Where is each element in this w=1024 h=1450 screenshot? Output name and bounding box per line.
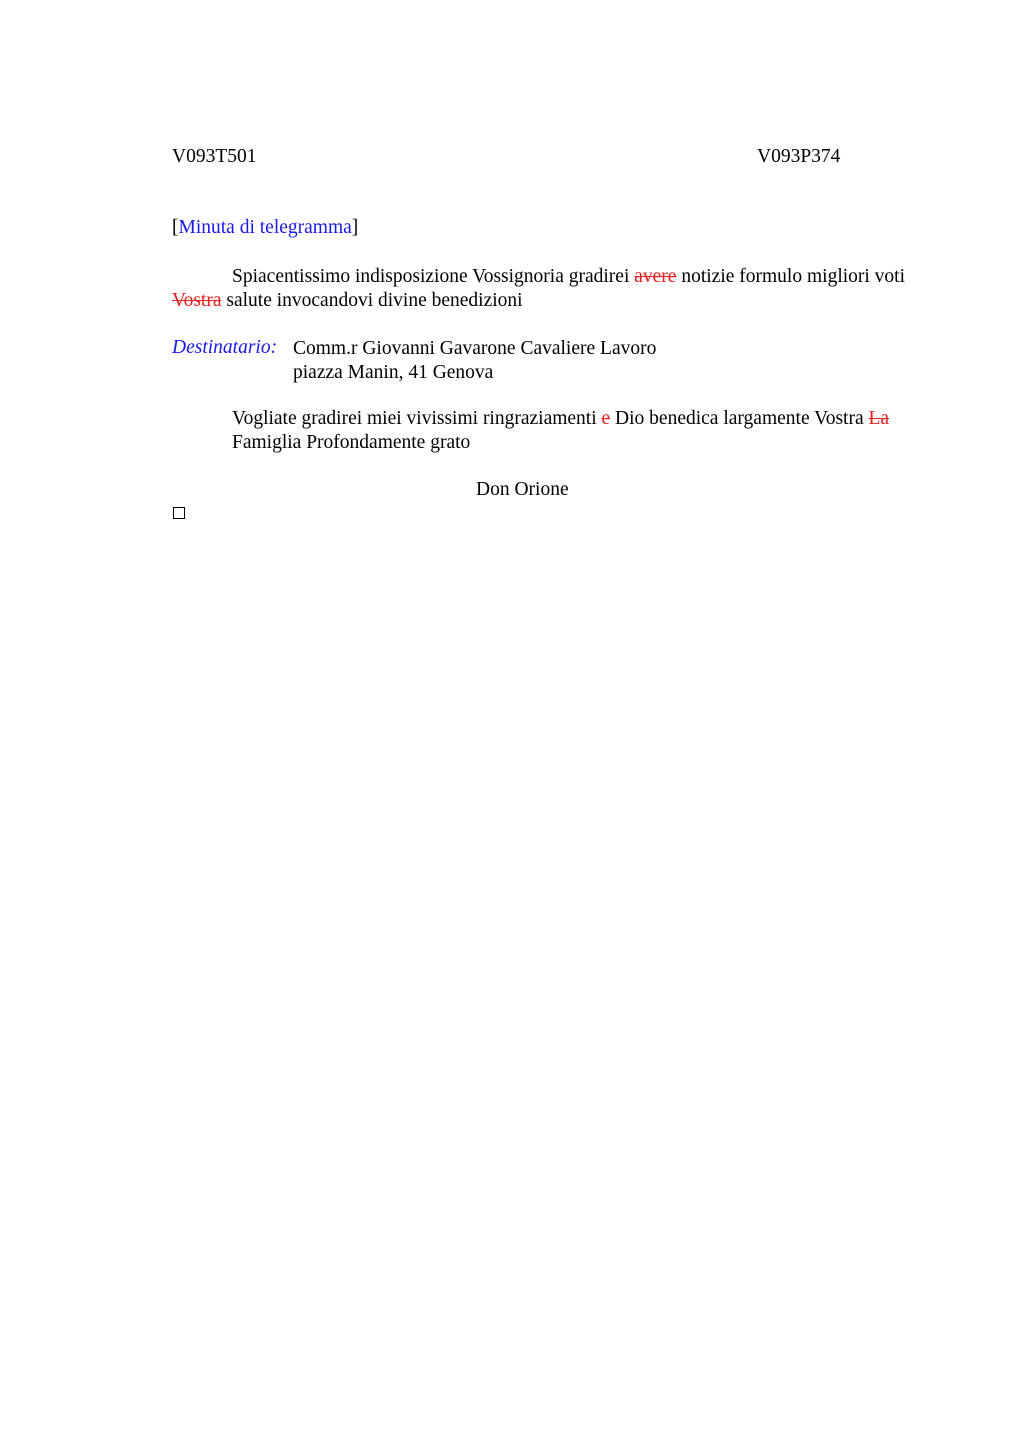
- paragraph2-text-2: Dio benedica largamente Vostra: [610, 408, 869, 429]
- document-code-right: V093P374: [757, 146, 841, 167]
- heading-title: Minuta di telegramma: [178, 217, 352, 238]
- recipient-line-2: piazza Manin, 41 Genova: [293, 362, 494, 383]
- deleted-word: La: [868, 408, 890, 429]
- paragraph2-text-1: Vogliate gradirei miei vivissimi ringraziamenti: [232, 408, 602, 429]
- deleted-word: e: [601, 408, 611, 429]
- deleted-word: Vostra: [172, 290, 222, 311]
- square-outline-icon: [173, 507, 185, 519]
- heading-open-bracket: [: [172, 217, 179, 238]
- telegram-paragraph-1: [172, 265, 917, 313]
- paragraph1-text-3: salute invocandovi divine benedizioni: [221, 290, 523, 311]
- telegram-paragraph-2: [232, 407, 922, 455]
- heading-close-bracket: ]: [351, 217, 359, 238]
- recipient-address: [293, 337, 656, 385]
- recipient-label: Destinatario:: [172, 337, 278, 358]
- paragraph1-text-2: notizie formulo migliori voti: [676, 266, 906, 287]
- paragraph1-text-1: Spiacentissimo indisposizione Vossignoria gradirei: [232, 266, 635, 287]
- signature: Don Orione: [476, 479, 569, 500]
- recipient-line-1: Comm.r Giovanni Gavarone Cavaliere Lavoro: [293, 338, 657, 359]
- document-heading: [172, 217, 358, 239]
- deleted-word: avere: [634, 266, 677, 287]
- paragraph2-text-3: Famiglia Profondamente grato: [232, 432, 471, 453]
- document-code-left: V093T501: [172, 146, 257, 167]
